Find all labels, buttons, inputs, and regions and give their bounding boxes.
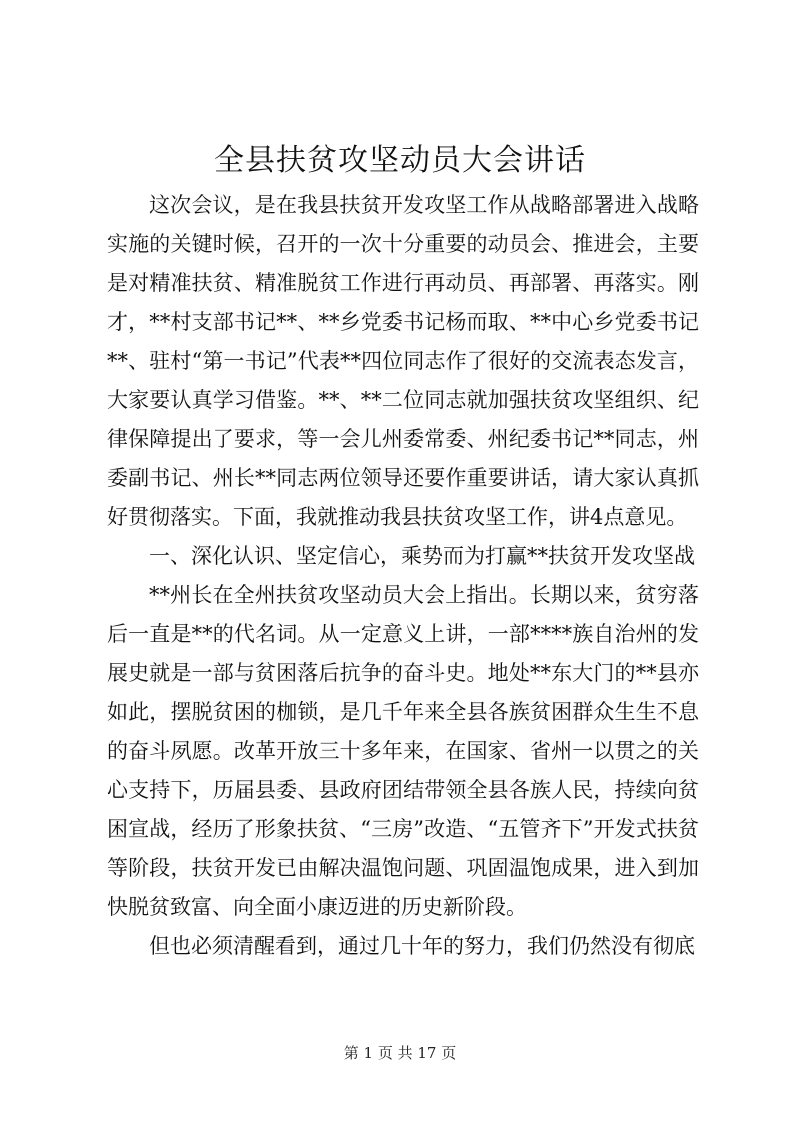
page-title: 全县扶贫攻坚动员大会讲话 — [214, 143, 586, 178]
page-footer: 第 1 页 共 17 页 — [343, 1044, 457, 1062]
document-body — [107, 186, 699, 966]
intro-paragraph: 这次会议，是在我县扶贫开发攻坚工作从战略部署进入战略实施的关键时候，召开的一次十分重要的动员会、推进会，主要是对精准扶贫、精准脱贫工作进行再动员、再部署、再落实。刚才，**村支部书记**、**乡党委书记杨而取、**中心乡党委书记**、驻村“第一书记”代表**四位同志作了很好的交流表态发言，大家要认真学习借鉴。**、**二位同志就加强扶贫攻坚组织、纪律保障提出了要求，等一会儿州委常委、州纪委书记**同志，州委副书记、州长**同志两位领导还要作重要讲话，请大家认真抓好贯彻落实。下面，我就推动我县扶贫攻坚工作，讲4点意见。 — [107, 193, 699, 529]
section-paragraph: 但也必须清醒看到，通过几十年的努力，我们仍然没有彻底 — [149, 934, 695, 958]
section-heading: 一、深化认识、坚定信心，乘势而为打赢**扶贫开发攻坚战 — [149, 544, 695, 568]
section-paragraph: **州长在全州扶贫攻坚动员大会上指出。长期以来，贫穷落后一直是**的代名词。从一定意义上讲，一部****族自治州的发展史就是一部与贫困落后抗争的奋斗史。地处**东大门的**县亦如此，摆脱贫困的枷锁，是几千年来全县各族贫困群众生生不息的奋斗夙愿。改革开放三十多年来，在国家、省州一以贯之的关心支持下，历届县委、县政府团结带领全县各族人民，持续向贫困宣战，经历了形象扶贫、“三房”改造、“五管齐下”开发式扶贫等阶段，扶贫开发已由解决温饱问题、巩固温饱成果，进入到加快脱贫致富、向全面小康迈进的历史新阶段。 — [107, 583, 699, 919]
